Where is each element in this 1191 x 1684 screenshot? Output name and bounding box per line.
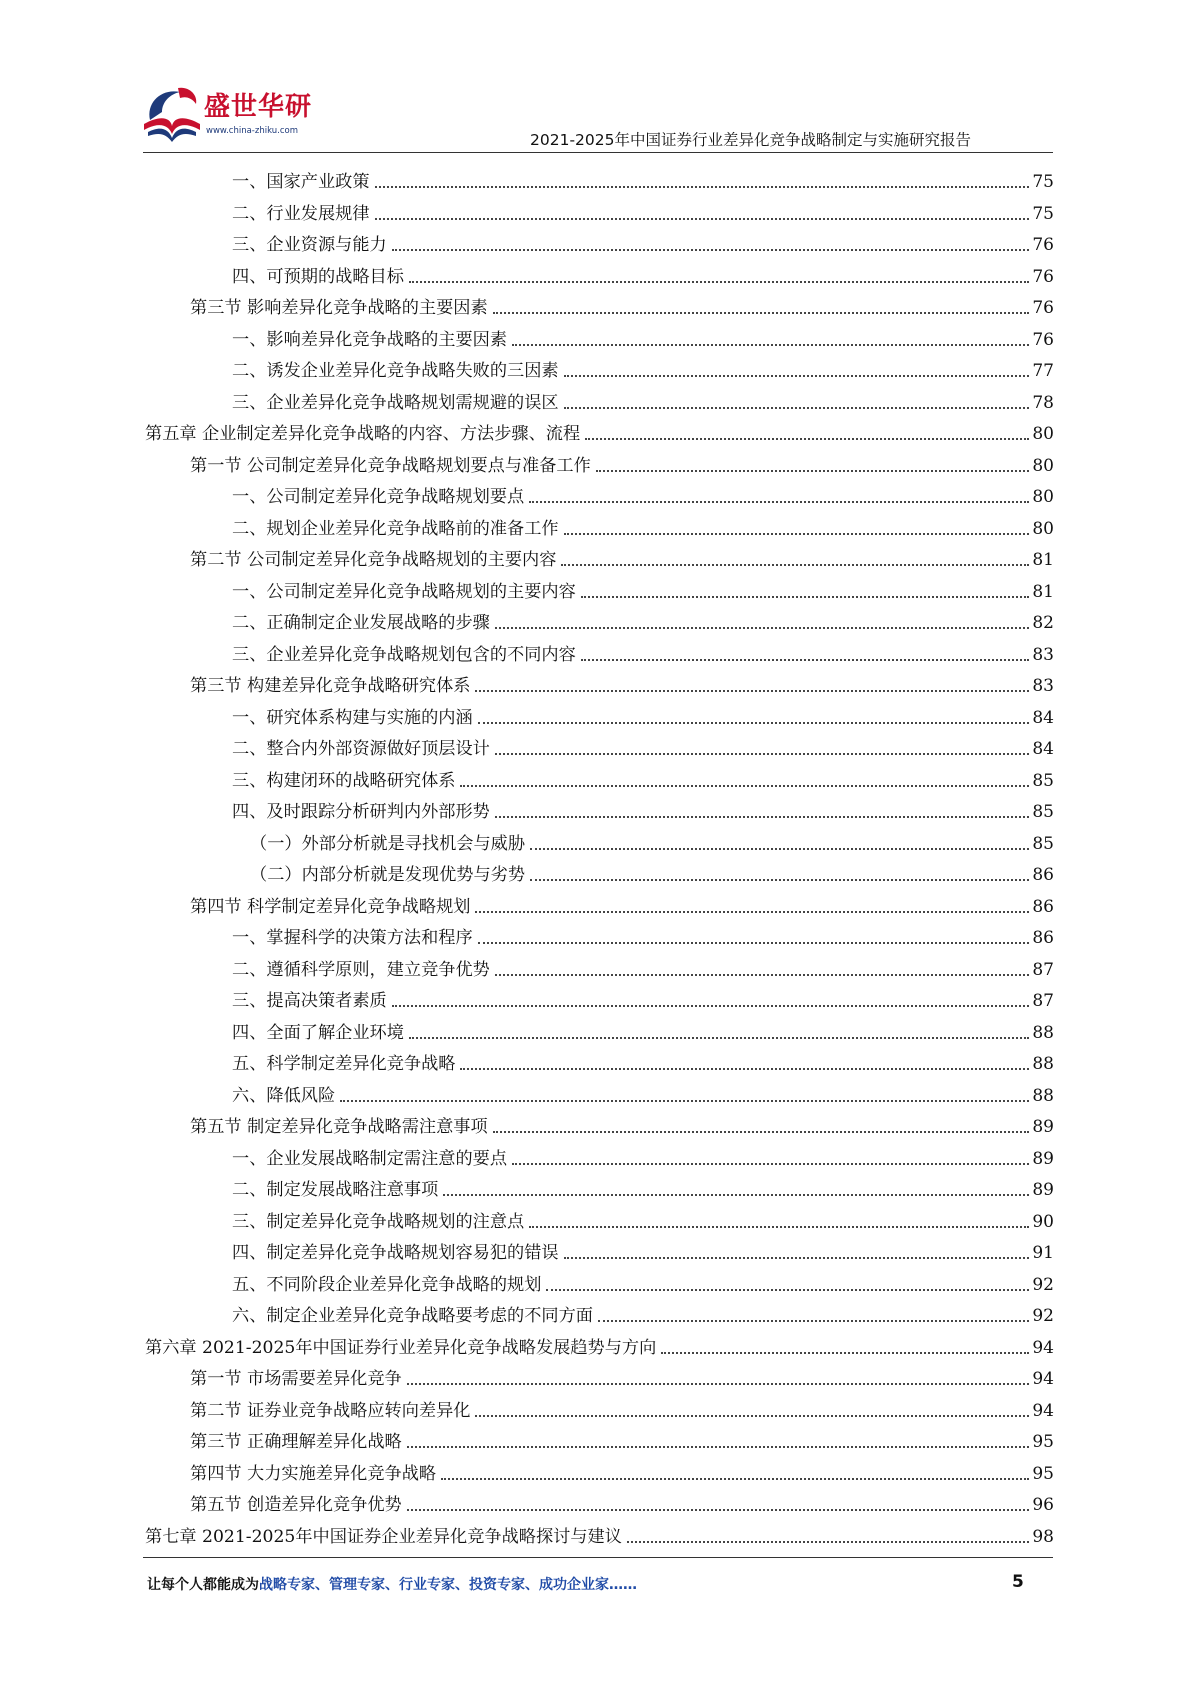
toc-leader-dots — [375, 218, 1030, 220]
toc-entry[interactable] — [250, 856, 1054, 886]
toc-leader-dots — [530, 879, 1029, 881]
logo-url: www.china-zhiku.com — [206, 126, 298, 136]
toc-entry-title: 第四节 科学制定差异化竞争战略规划 — [190, 896, 471, 917]
toc-entry-page: 80 — [1032, 518, 1054, 539]
toc-entry-page: 87 — [1032, 991, 1054, 1011]
toc-entry-title: 五、科学制定差异化竞争战略 — [232, 1054, 456, 1074]
toc-entry-page: 85 — [1032, 802, 1054, 822]
toc-entry[interactable] — [190, 888, 1054, 918]
toc-entry-page: 85 — [1032, 833, 1054, 854]
toc-entry[interactable] — [232, 793, 1054, 823]
toc-entry-page: 94 — [1032, 1337, 1054, 1358]
toc-entry-page: 86 — [1032, 896, 1054, 917]
toc-entry-page: 84 — [1032, 739, 1054, 759]
toc-entry[interactable] — [232, 1203, 1054, 1233]
toc-entry[interactable] — [232, 1014, 1054, 1044]
footer-slogan — [147, 1574, 637, 1594]
toc-entry-page: 78 — [1032, 392, 1054, 413]
toc-entry-title: 二、诱发企业差异化竞争战略失败的三因素 — [232, 361, 559, 381]
toc-entry-title: 四、全面了解企业环境 — [232, 1022, 404, 1043]
toc-leader-dots — [495, 816, 1030, 818]
toc-entry-page: 76 — [1032, 329, 1054, 350]
toc-entry[interactable] — [232, 951, 1054, 981]
toc-entry-title: 第四节 大力实施差异化竞争战略 — [190, 1463, 437, 1484]
toc-entry-page: 81 — [1032, 550, 1054, 570]
toc-entry-page: 75 — [1032, 172, 1054, 192]
toc-entry-title: 二、遵循科学原则，建立竞争优势 — [232, 959, 490, 980]
toc-entry-page: 95 — [1032, 1432, 1054, 1452]
toc-entry-page: 88 — [1032, 1022, 1054, 1043]
toc-entry[interactable] — [190, 1486, 1054, 1516]
toc-entry-page: 98 — [1032, 1526, 1054, 1547]
toc-leader-dots — [409, 281, 1029, 283]
toc-entry[interactable] — [232, 730, 1054, 760]
toc-leader-dots — [392, 1005, 1030, 1007]
toc-leader-dots — [627, 1541, 1029, 1543]
toc-entry[interactable] — [232, 384, 1054, 414]
footer-slogan-lead: 让每个人都能成为 — [147, 1577, 259, 1593]
toc-leader-dots — [564, 533, 1030, 535]
toc-leader-dots — [585, 438, 1029, 440]
toc-leader-dots — [475, 911, 1029, 913]
toc-entry-title: 第五章 企业制定差异化竞争战略的内容、方法步骤、流程 — [145, 424, 581, 444]
toc-leader-dots — [340, 1100, 1029, 1102]
toc-entry[interactable] — [232, 1171, 1054, 1201]
toc-entry[interactable] — [190, 447, 1054, 477]
toc-entry[interactable] — [232, 636, 1054, 666]
toc-entry-page: 80 — [1032, 487, 1054, 507]
toc-leader-dots — [530, 848, 1029, 850]
toc-entry[interactable] — [232, 919, 1054, 949]
toc-entry[interactable] — [145, 1518, 1054, 1548]
toc-entry[interactable] — [232, 478, 1054, 508]
toc-entry[interactable] — [190, 1108, 1054, 1138]
toc-entry-page: 92 — [1032, 1274, 1054, 1295]
toc-entry-title: 三、构建闭环的战略研究体系 — [232, 770, 456, 791]
toc-entry-title: 三、制定差异化竞争战略规划的注意点 — [232, 1211, 525, 1232]
toc-entry-page: 92 — [1032, 1306, 1054, 1326]
toc-entry-title: 三、提高决策者素质 — [232, 991, 387, 1011]
toc-entry-page: 86 — [1032, 865, 1054, 885]
toc-entry[interactable] — [232, 195, 1054, 225]
toc-leader-dots — [661, 1352, 1029, 1354]
report-title: 2021-2025年中国证券行业差异化竞争战略制定与实施研究报告 — [530, 131, 971, 149]
toc-entry-title: 六、制定企业差异化竞争战略要考虑的不同方面 — [232, 1306, 593, 1326]
toc-leader-dots — [375, 186, 1030, 188]
toc-leader-dots — [478, 942, 1030, 944]
toc-leader-dots — [564, 407, 1030, 409]
toc-entry[interactable] — [232, 762, 1054, 792]
toc-entry-title: 第三节 影响差异化竞争战略的主要因素 — [190, 298, 488, 318]
toc-entry-title: 一、公司制定差异化竞争战略规划要点 — [232, 487, 525, 507]
toc-entry-page: 94 — [1032, 1369, 1054, 1389]
toc-entry-page: 96 — [1032, 1495, 1054, 1515]
toc-entry-title: 一、掌握科学的决策方法和程序 — [232, 928, 473, 948]
toc-entry[interactable] — [145, 1329, 1054, 1359]
toc-entry-title: 第三节 构建差异化竞争战略研究体系 — [190, 676, 471, 696]
toc-entry-page: 89 — [1032, 1117, 1054, 1137]
footer-slogan-roles: 战略专家、管理专家、行业专家、投资专家、成功企业家…… — [259, 1577, 637, 1593]
toc-leader-dots — [495, 627, 1030, 629]
toc-entry-page: 94 — [1032, 1400, 1054, 1421]
toc-entry[interactable] — [250, 825, 1054, 855]
toc-entry-page: 77 — [1032, 361, 1054, 381]
toc-entry-title: 四、及时跟踪分析研判内外部形势 — [232, 802, 490, 822]
toc-entry-title: 二、正确制定企业发展战略的步骤 — [232, 613, 490, 633]
toc-entry-title: 第五节 创造差异化竞争优势 — [190, 1495, 402, 1515]
toc-entry-page: 75 — [1032, 203, 1054, 224]
toc-entry-page: 81 — [1032, 581, 1054, 602]
toc-entry[interactable] — [190, 667, 1054, 697]
toc-leader-dots — [443, 1194, 1029, 1196]
toc-entry[interactable] — [232, 510, 1054, 540]
toc-entry-title: 五、不同阶段企业差异化竞争战略的规划 — [232, 1274, 542, 1295]
toc-leader-dots — [546, 1289, 1029, 1291]
toc-entry[interactable] — [232, 1140, 1054, 1170]
toc-entry[interactable] — [232, 1045, 1054, 1075]
toc-entry-page: 76 — [1032, 266, 1054, 287]
toc-leader-dots — [596, 470, 1030, 472]
logo-name: 盛世华研 — [204, 92, 313, 122]
toc-entry-page: 89 — [1032, 1180, 1054, 1200]
toc-entry-page: 85 — [1032, 770, 1054, 791]
toc-entry-title: 第二节 公司制定差异化竞争战略规划的主要内容 — [190, 550, 557, 570]
company-logo — [140, 78, 313, 150]
toc-leader-dots — [581, 659, 1030, 661]
toc-leader-dots — [407, 1383, 1030, 1385]
header-divider — [143, 152, 1053, 153]
toc-entry[interactable] — [232, 982, 1054, 1012]
toc-entry[interactable] — [232, 604, 1054, 634]
toc-leader-dots — [392, 249, 1030, 251]
toc-entry-page: 88 — [1032, 1054, 1054, 1074]
toc-entry-page: 82 — [1032, 613, 1054, 633]
toc-entry[interactable] — [232, 1234, 1054, 1264]
toc-entry-title: 一、研究体系构建与实施的内涵 — [232, 707, 473, 728]
toc-leader-dots — [493, 1131, 1030, 1133]
toc-entry[interactable] — [232, 1077, 1054, 1107]
logo-mark-icon — [140, 80, 204, 144]
toc-entry[interactable] — [190, 1455, 1054, 1485]
toc-entry-title: 二、规划企业差异化竞争战略前的准备工作 — [232, 518, 559, 539]
toc-entry-page: 86 — [1032, 928, 1054, 948]
toc-entry-page: 83 — [1032, 676, 1054, 696]
toc-leader-dots — [495, 974, 1030, 976]
toc-leader-dots — [598, 1320, 1029, 1322]
toc-leader-dots — [460, 785, 1029, 787]
toc-entry-title: 第一节 公司制定差异化竞争战略规划要点与准备工作 — [190, 455, 591, 476]
toc-entry-title: 六、降低风险 — [232, 1085, 336, 1106]
toc-entry[interactable] — [190, 541, 1054, 571]
toc-entry-page: 88 — [1032, 1085, 1054, 1106]
toc-entry-title: 四、可预期的战略目标 — [232, 266, 404, 287]
toc-leader-dots — [475, 690, 1029, 692]
toc-leader-dots — [409, 1037, 1029, 1039]
toc-entry-title: 第二节 证券业竞争战略应转向差异化 — [190, 1400, 471, 1421]
toc-entry-title: 一、国家产业政策 — [232, 172, 370, 192]
toc-entry-page: 95 — [1032, 1463, 1054, 1484]
toc-entry-title: 三、企业差异化竞争战略规划需规避的误区 — [232, 392, 559, 413]
toc-entry-page: 76 — [1032, 235, 1054, 255]
footer-divider — [143, 1557, 1053, 1558]
toc-entry-title: 一、公司制定差异化竞争战略规划的主要内容 — [232, 581, 576, 602]
toc-entry-page: 80 — [1032, 424, 1054, 444]
toc-leader-dots — [564, 375, 1030, 377]
toc-leader-dots — [475, 1415, 1029, 1417]
toc-leader-dots — [529, 501, 1029, 503]
toc-entry[interactable] — [232, 226, 1054, 256]
toc-entry-title: 三、企业资源与能力 — [232, 235, 387, 255]
toc-leader-dots — [581, 596, 1030, 598]
toc-entry[interactable] — [190, 1423, 1054, 1453]
toc-entry-page: 87 — [1032, 959, 1054, 980]
toc-entry[interactable] — [232, 1266, 1054, 1296]
toc-entry[interactable] — [190, 289, 1054, 319]
toc-entry-title: 第六章 2021-2025年中国证券行业差异化竞争战略发展趋势与方向 — [145, 1337, 657, 1358]
toc-entry-title: 二、制定发展战略注意事项 — [232, 1180, 439, 1200]
toc-entry[interactable] — [232, 352, 1054, 382]
toc-leader-dots — [407, 1509, 1030, 1511]
toc-entry-page: 91 — [1032, 1243, 1054, 1263]
toc-leader-dots — [564, 1257, 1030, 1259]
toc-entry-page: 83 — [1032, 644, 1054, 665]
toc-entry-title: 第七章 2021-2025年中国证券企业差异化竞争战略探讨与建议 — [145, 1526, 622, 1547]
toc-entry[interactable] — [232, 163, 1054, 193]
toc-entry-title: 四、制定差异化竞争战略规划容易犯的错误 — [232, 1243, 559, 1263]
toc-entry-title: 二、整合内外部资源做好顶层设计 — [232, 739, 490, 759]
toc-entry[interactable] — [190, 1392, 1054, 1422]
toc-entry-title: 第五节 制定差异化竞争战略需注意事项 — [190, 1117, 488, 1137]
toc-entry[interactable] — [232, 699, 1054, 729]
toc-entry-title: 一、影响差异化竞争战略的主要因素 — [232, 329, 508, 350]
toc-leader-dots — [495, 753, 1030, 755]
toc-leader-dots — [512, 344, 1029, 346]
toc-entry-page: 76 — [1032, 298, 1054, 318]
toc-leader-dots — [407, 1446, 1030, 1448]
toc-entry-title: 二、行业发展规律 — [232, 203, 370, 224]
toc-entry-title: 第三节 正确理解差异化战略 — [190, 1432, 402, 1452]
page-header — [0, 0, 1191, 160]
toc-entry-title: 三、企业差异化竞争战略规划包含的不同内容 — [232, 644, 576, 665]
toc-leader-dots — [478, 722, 1030, 724]
toc-entry-page: 90 — [1032, 1211, 1054, 1232]
toc-leader-dots — [512, 1163, 1029, 1165]
toc-leader-dots — [561, 564, 1029, 566]
page-number: 5 — [1012, 1572, 1024, 1592]
toc-entry[interactable] — [145, 415, 1054, 445]
toc-entry-page: 89 — [1032, 1148, 1054, 1169]
toc-entry[interactable] — [232, 1297, 1054, 1327]
toc-leader-dots — [493, 312, 1030, 314]
toc-leader-dots — [529, 1226, 1029, 1228]
toc-entry[interactable] — [232, 258, 1054, 288]
toc-entry-title: 一、企业发展战略制定需注意的要点 — [232, 1148, 508, 1169]
toc-entry-title: （二）内部分析就是发现优势与劣势 — [250, 865, 526, 885]
toc-entry[interactable] — [232, 321, 1054, 351]
toc-entry[interactable] — [232, 573, 1054, 603]
toc-entry-page: 84 — [1032, 707, 1054, 728]
toc-entry[interactable] — [190, 1360, 1054, 1390]
toc-entry-title: 第一节 市场需要差异化竞争 — [190, 1369, 402, 1389]
toc-entry-title: （一）外部分析就是寻找机会与威胁 — [250, 833, 526, 854]
toc-leader-dots — [460, 1068, 1029, 1070]
toc-leader-dots — [441, 1478, 1029, 1480]
toc-entry-page: 80 — [1032, 455, 1054, 476]
